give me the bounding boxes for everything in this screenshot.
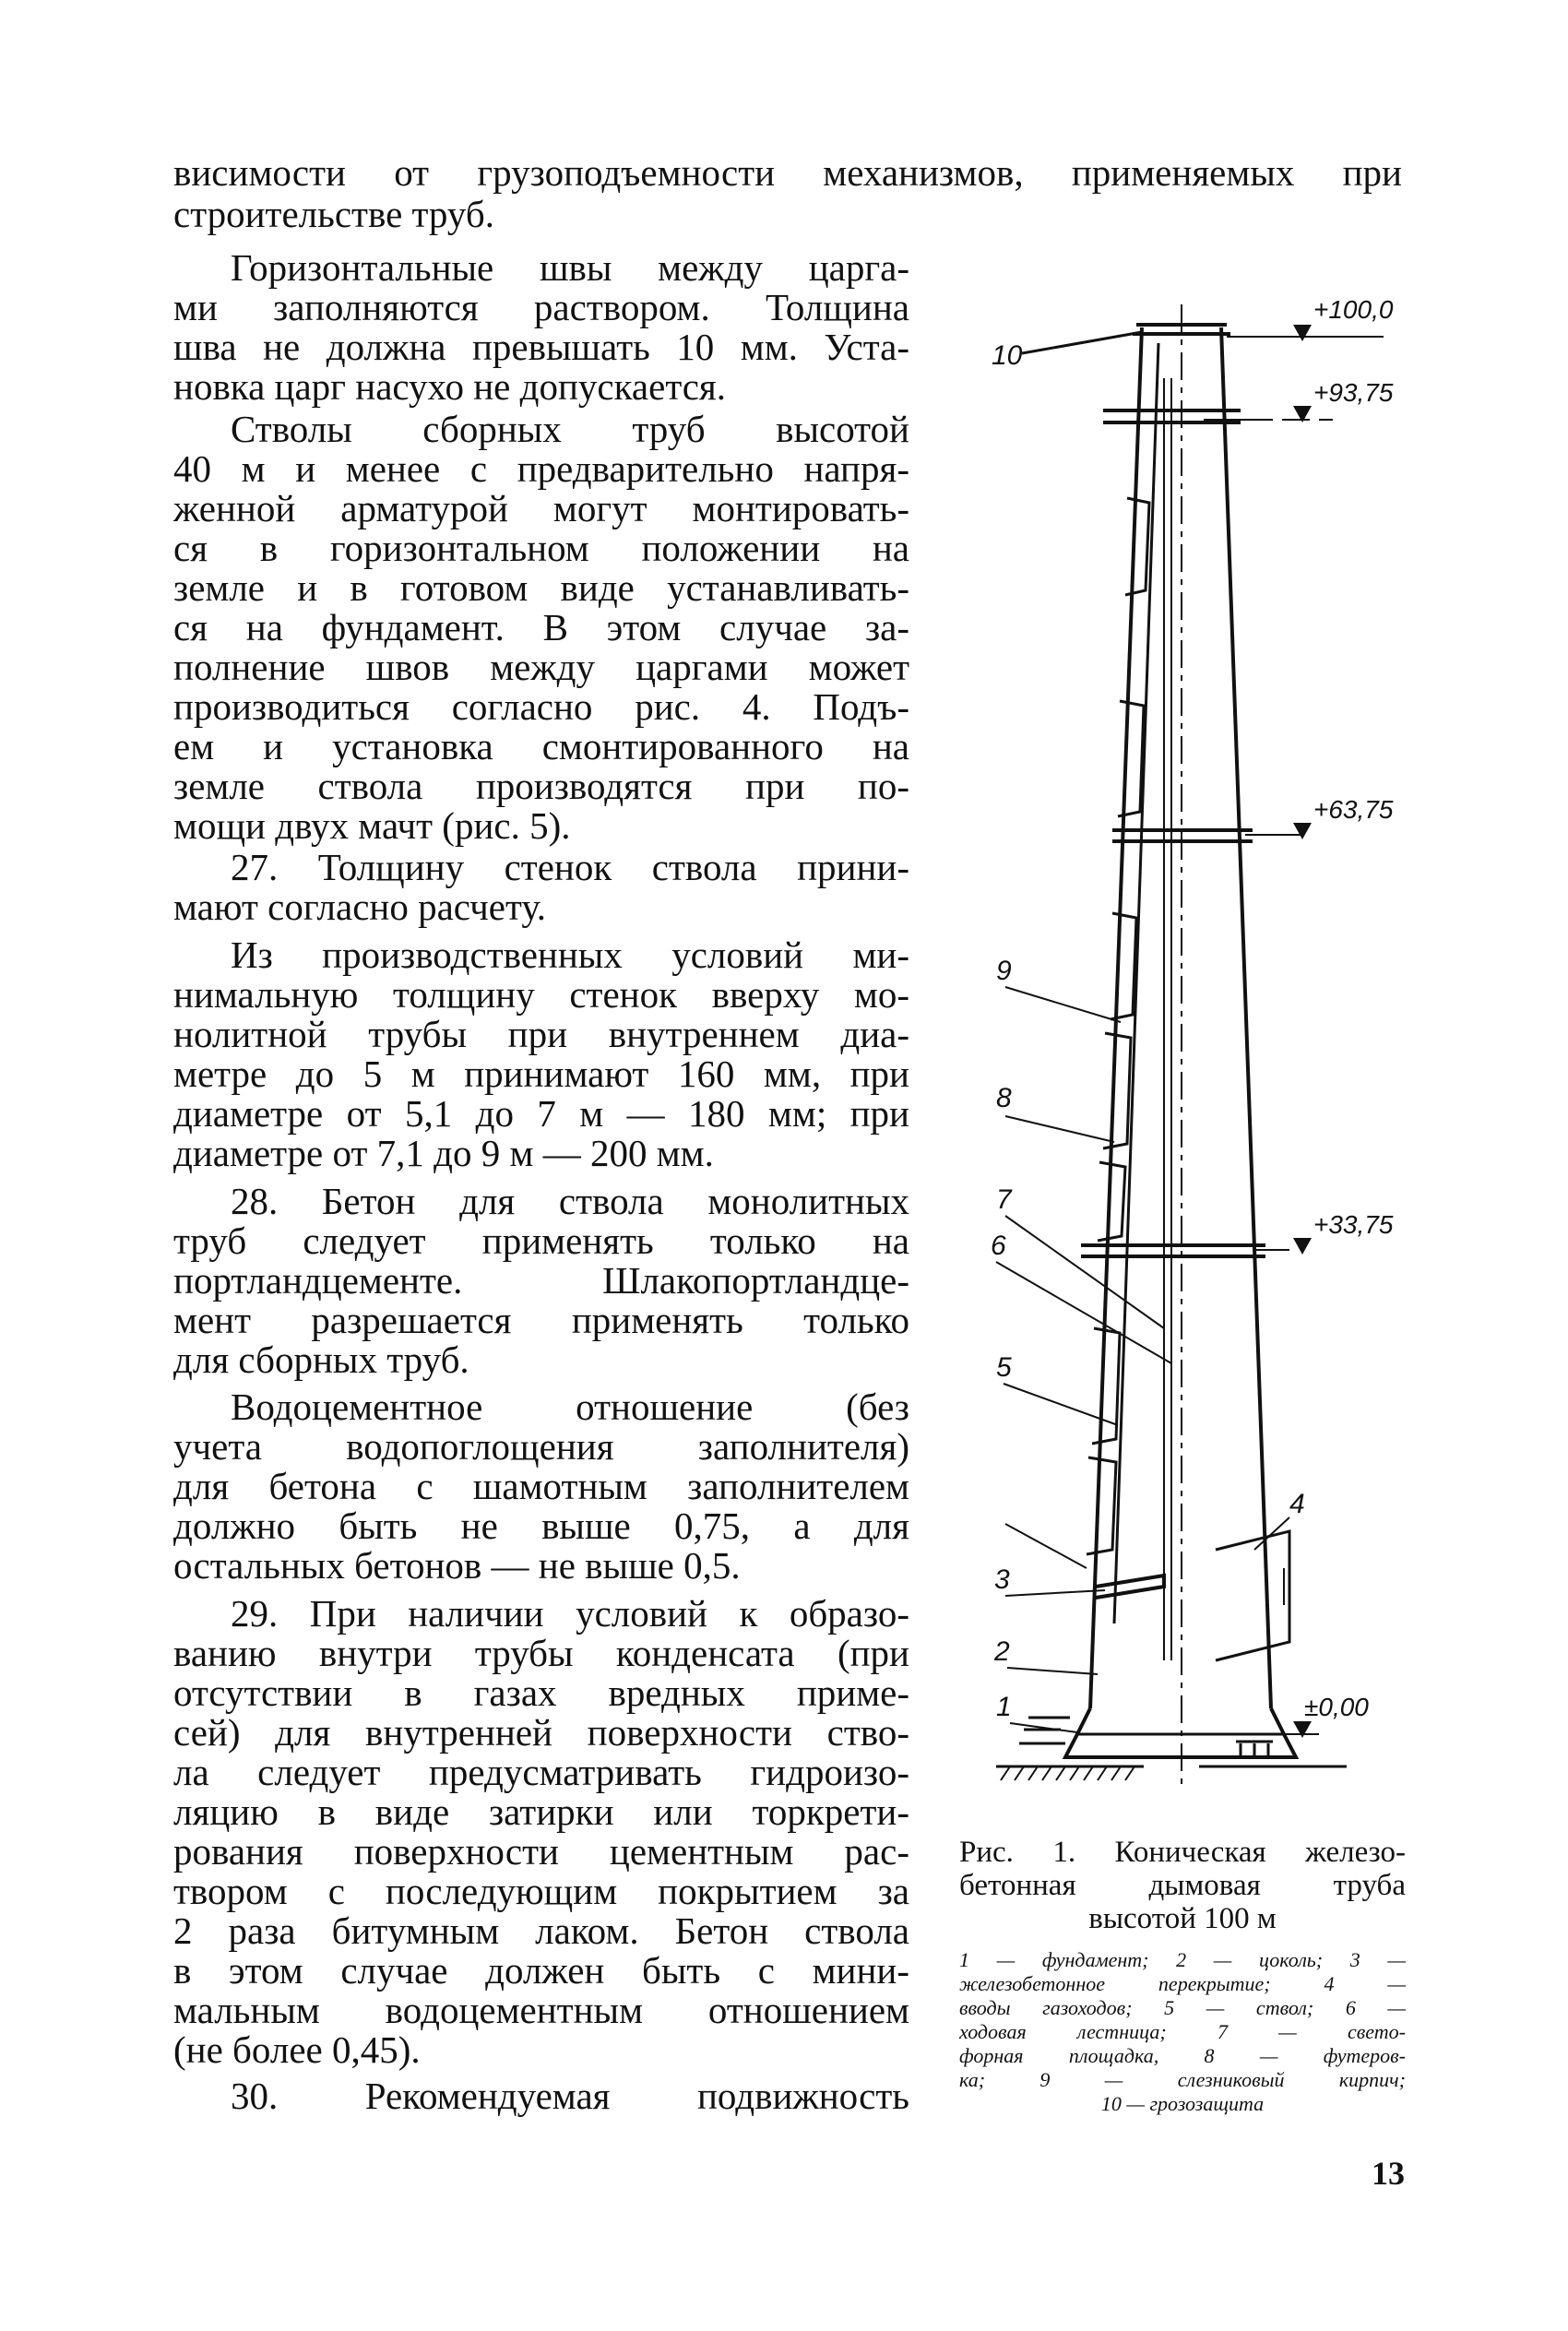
body-line: висимости от грузоподъемности механизмов, применяемых при bbox=[173, 151, 1402, 194]
page-number: 13 bbox=[1372, 2155, 1405, 2192]
body-line: мальным водоцементным отношением bbox=[173, 1989, 909, 2031]
figure-caption-title: высотой 100 м bbox=[1088, 1902, 1277, 1935]
figure-legend: форная площадка, 8 — футеров- bbox=[959, 2044, 1406, 2067]
figure-legend: ходовая лестница; 7 — свето- bbox=[959, 2020, 1406, 2043]
elevation-label: +63,75 bbox=[1313, 795, 1394, 824]
figure-caption-title: бетонная дымовая труба bbox=[959, 1869, 1406, 1902]
body-line: рования поверхности цементным рас- bbox=[173, 1830, 909, 1873]
body-line: 30. Рекомендуемая подвижность bbox=[231, 2075, 909, 2117]
callout-label: 7 bbox=[996, 1184, 1012, 1215]
body-line: производиться согласно рис. 4. Подъ- bbox=[173, 685, 909, 728]
elevation-label: ±0,00 bbox=[1304, 1693, 1369, 1721]
body-line: для бетона с шамотным заполнителем bbox=[173, 1465, 909, 1507]
body-line: ванию внутри трубы конденсата (при bbox=[173, 1632, 909, 1674]
foundation-hatch bbox=[1001, 1766, 1134, 1780]
body-line: 28. Бетон для ствола монолитных bbox=[231, 1180, 909, 1222]
callout-label: 6 bbox=[991, 1231, 1006, 1261]
body-line: ся на фундамент. В этом случае за- bbox=[173, 606, 909, 648]
figure-legend: вводы газоходов; 5 — ствол; 6 — bbox=[959, 1996, 1406, 2019]
figure-legend: 1 — фундамент; 2 — цоколь; 3 — bbox=[959, 1948, 1406, 1971]
body-line: 27. Толщину стенок ствола прини- bbox=[231, 846, 909, 888]
body-line: (не более 0,45). bbox=[173, 2028, 421, 2071]
body-line: труб следует применять только на bbox=[173, 1219, 909, 1262]
callout-label: 2 bbox=[994, 1636, 1010, 1667]
body-line: диаметре от 7,1 до 9 м — 200 мм. bbox=[173, 1132, 714, 1174]
body-line: Горизонтальные швы между царга- bbox=[231, 246, 909, 289]
body-line: ла следует предусматривать гидроизо- bbox=[173, 1751, 909, 1793]
body-line: твором с последующим покрытием за bbox=[173, 1870, 909, 1912]
ladder bbox=[1164, 378, 1171, 1660]
callout-label: 4 bbox=[1289, 1489, 1305, 1519]
figure-legend: ка; 9 — слезниковый кирпич; bbox=[959, 2068, 1406, 2091]
body-line: отсутствии в газах вредных приме- bbox=[173, 1671, 909, 1714]
body-line: метре до 5 м принимают 160 мм, при bbox=[173, 1053, 909, 1095]
floor-slab bbox=[1096, 1576, 1164, 1598]
elevation-label: +100,0 bbox=[1313, 295, 1394, 324]
body-line: мощи двух мачт (рис. 5). bbox=[173, 804, 571, 847]
shaft-outer-wall bbox=[1221, 327, 1271, 1708]
body-line: Стволы сборных труб высотой bbox=[231, 408, 909, 450]
body-line: учета водопоглощения заполнителя) bbox=[173, 1425, 909, 1468]
body-line: ся в горизонтальном положении на bbox=[173, 527, 909, 569]
body-line: земле ствола производятся при по- bbox=[173, 765, 909, 807]
body-line: остальных бетонов — не выше 0,5. bbox=[173, 1544, 741, 1587]
lining-wall bbox=[1114, 343, 1158, 1623]
elevation-label: +33,75 bbox=[1313, 1210, 1394, 1239]
body-line: мают согласно расчету. bbox=[173, 886, 547, 928]
body-line: 2 раза битумным лаком. Бетон ствола bbox=[173, 1909, 909, 1952]
body-line: портландцементе. Шлакопортландце- bbox=[173, 1259, 909, 1302]
body-line: нолитной трубы при внутреннем диа- bbox=[173, 1013, 909, 1055]
body-line: Из производственных условий ми- bbox=[231, 934, 909, 976]
callout-label: 10 bbox=[992, 340, 1023, 371]
body-line: для сборных труб. bbox=[173, 1338, 469, 1381]
chimney-figure bbox=[978, 277, 1457, 1808]
callout-label: 8 bbox=[996, 1083, 1012, 1113]
body-line: шва не должна превышать 10 мм. Уста- bbox=[173, 326, 909, 368]
body-line: нимальную толщину стенок вверху мо- bbox=[173, 973, 909, 1016]
figure-legend: железобетонное перекрытие; 4 — bbox=[959, 1972, 1406, 1995]
body-line: диаметре от 5,1 до 7 м — 180 мм; при bbox=[173, 1092, 909, 1135]
body-line: должно быть не выше 0,75, а для bbox=[173, 1504, 909, 1547]
body-line: сей) для внутренней поверхности ство- bbox=[173, 1711, 909, 1754]
body-line: 29. При наличии условий к образо- bbox=[231, 1592, 909, 1635]
body-line: Водоцементное отношение (без bbox=[231, 1386, 909, 1428]
body-line: новка царг насухо не допускается. bbox=[173, 365, 727, 408]
body-line: в этом случае должен быть с мини- bbox=[173, 1949, 909, 1992]
body-line: ляцию в виде затирки или торкрети- bbox=[173, 1790, 909, 1833]
callout-label: 3 bbox=[994, 1564, 1010, 1595]
elevation-label: +93,75 bbox=[1313, 378, 1394, 407]
callout-label: 1 bbox=[996, 1692, 1012, 1722]
body-line: полнение швов между царгами может bbox=[173, 646, 909, 688]
figure-caption-title: Рис. 1. Коническая железо- bbox=[959, 1836, 1406, 1869]
body-line: 40 м и менее с предварительно напря- bbox=[173, 447, 909, 490]
body-line: земле и в готовом виде устанавливать- bbox=[173, 566, 909, 609]
callout-label: 5 bbox=[996, 1352, 1012, 1383]
body-line: ми заполняются раствором. Толщина bbox=[173, 286, 909, 328]
body-line: мент разрешается применять только bbox=[173, 1299, 909, 1341]
figure-legend: 10 — грозозащита bbox=[1100, 2092, 1265, 2115]
body-line: женной арматурой могут монтировать- bbox=[173, 487, 909, 529]
body-line: ем и установка смонтированного на bbox=[173, 725, 909, 767]
callout-label: 9 bbox=[996, 956, 1012, 986]
body-line: строительстве труб. bbox=[173, 193, 494, 235]
gas-duct-inlet bbox=[1216, 1531, 1289, 1660]
